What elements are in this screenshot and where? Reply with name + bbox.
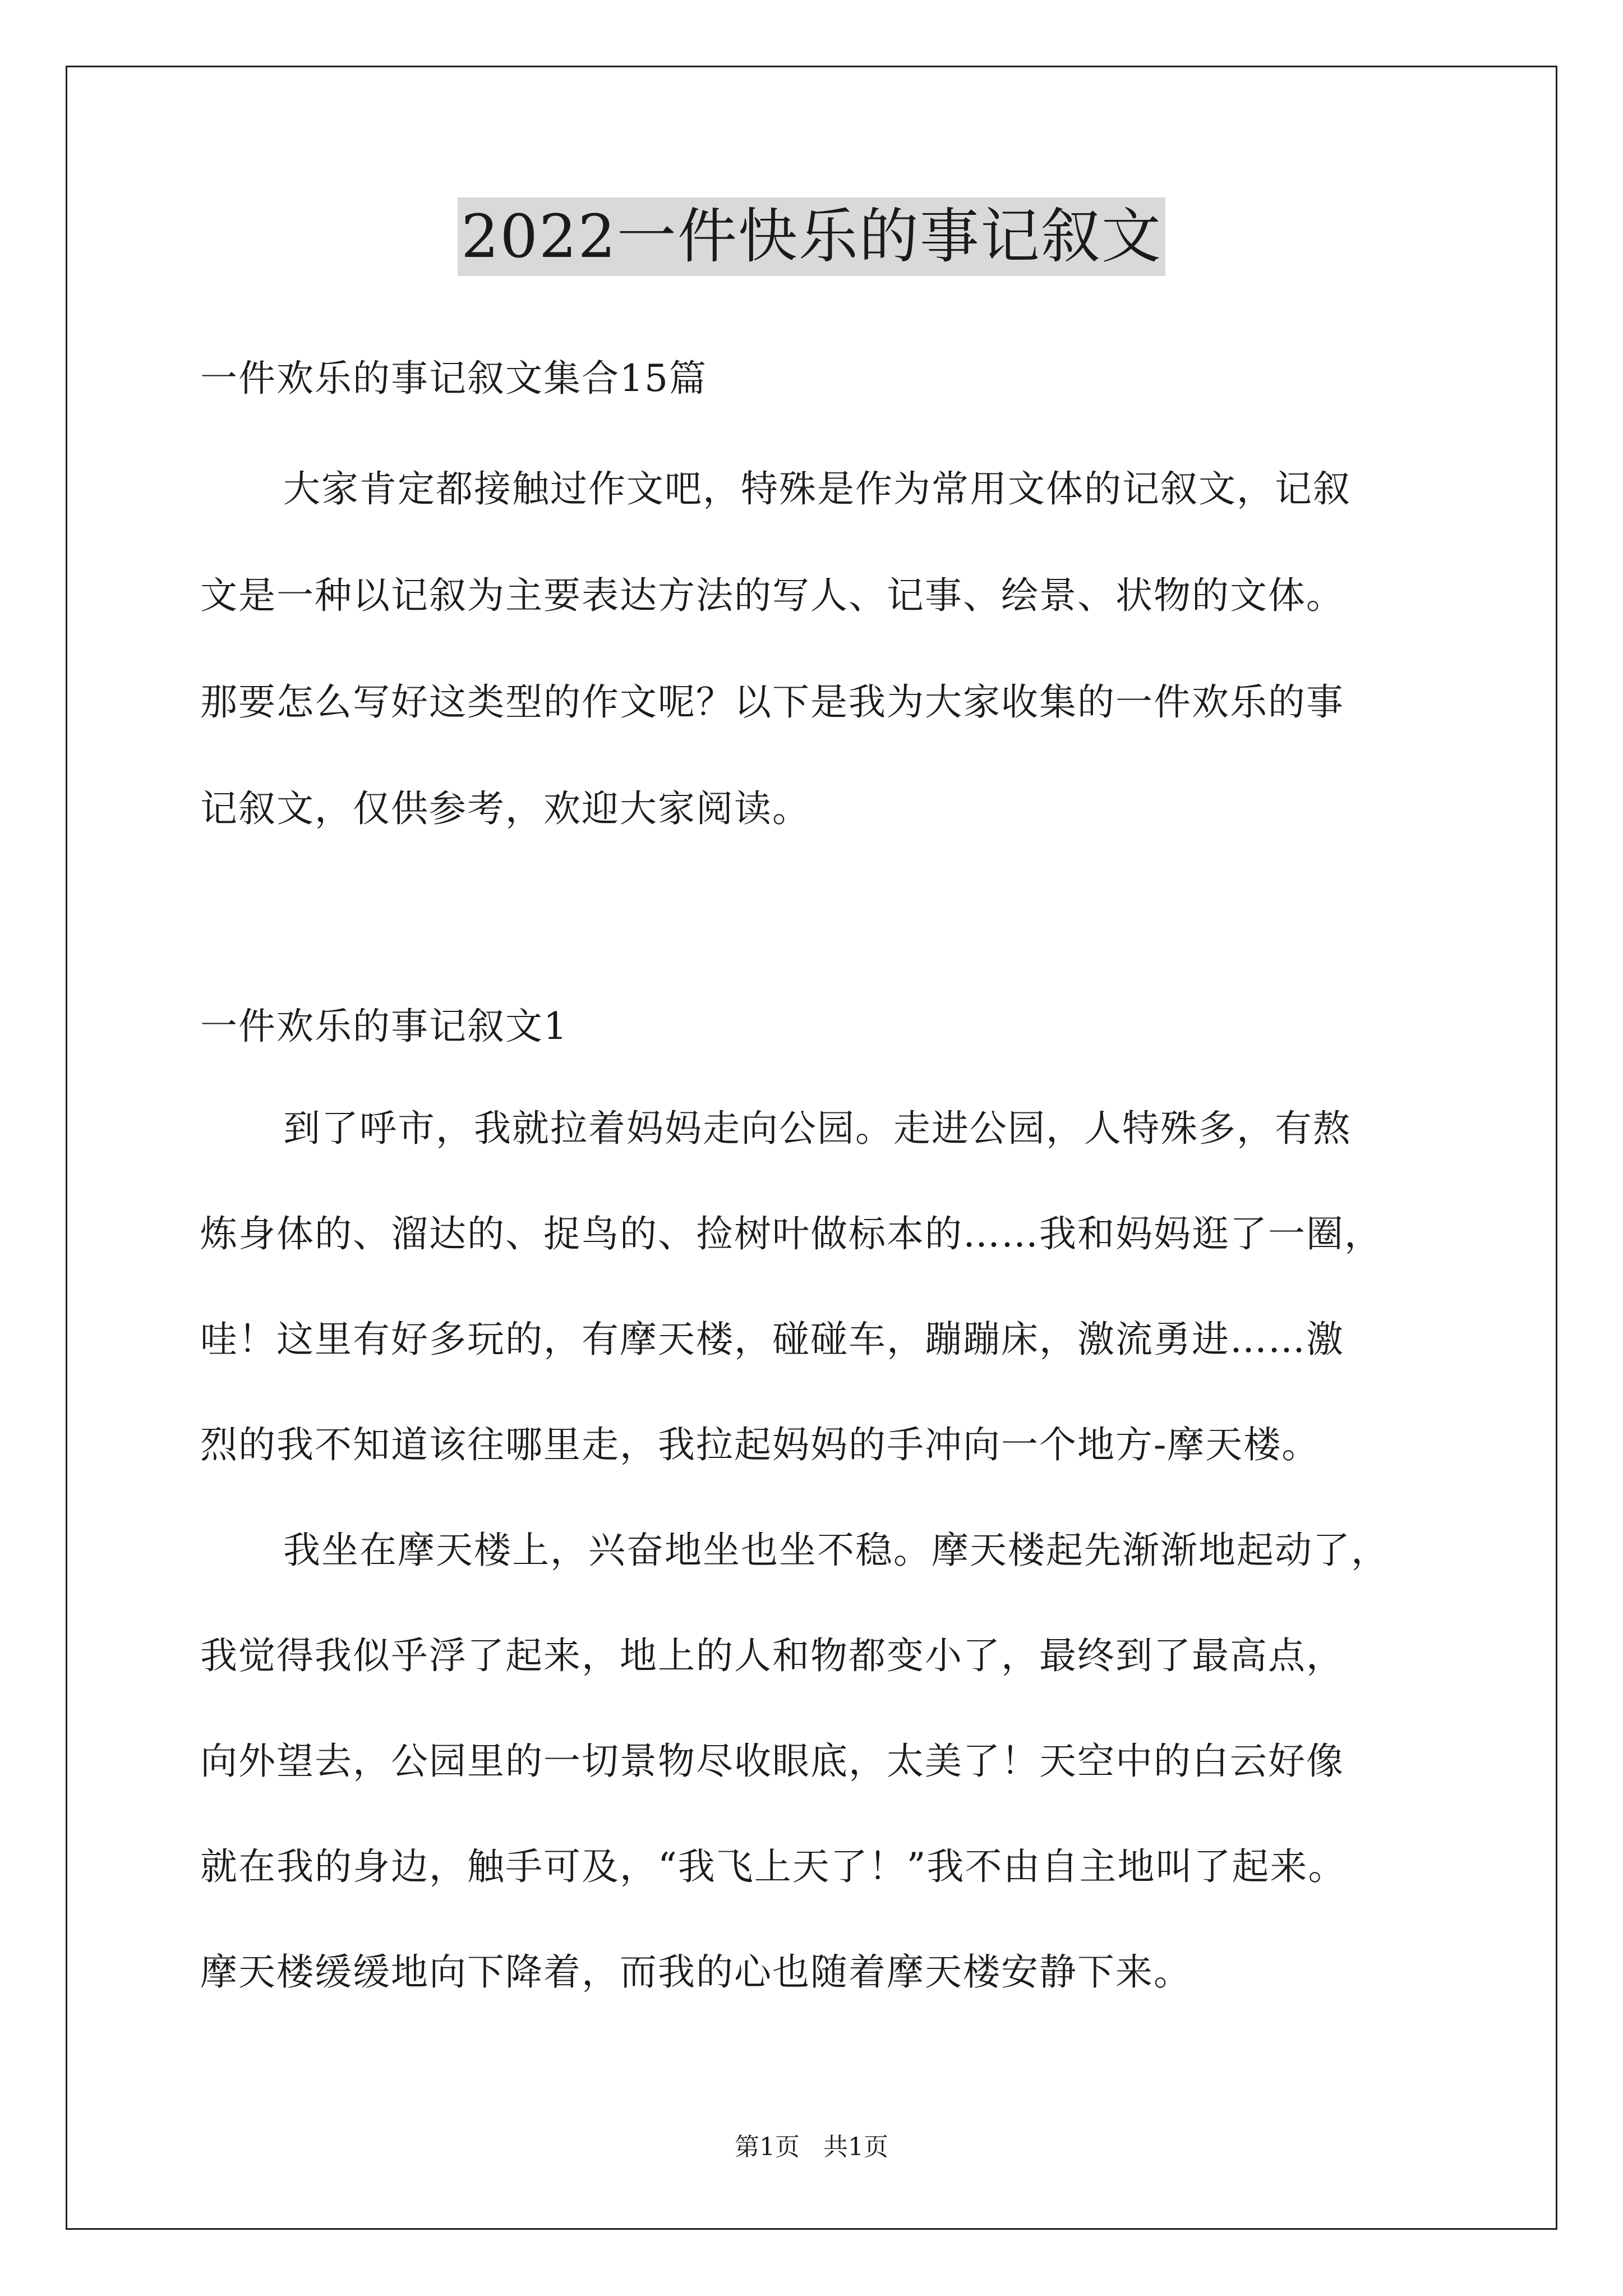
paragraph-line: 向外望去，公园里的一切景物尽收眼底，太美了！天空中的白云好像	[200, 1740, 1344, 1783]
section-heading: 一件欢乐的事记叙文1	[200, 1005, 568, 1048]
page-number-current: 第1页	[735, 2133, 800, 2161]
page-number-total: 共1页	[823, 2133, 888, 2161]
paragraph-line: 就在我的身边，触手可及，“我飞上天了！”我不由自主地叫了起来。	[200, 1845, 1347, 1888]
subtitle: 一件欢乐的事记叙文集合15篇	[200, 357, 707, 400]
paragraph-line: 哇！这里有好多玩的，有摩天楼，碰碰车，蹦蹦床，激流勇进……激	[200, 1318, 1344, 1361]
intro-line: 那要怎么写好这类型的作文呢？以下是我为大家收集的一件欢乐的事	[200, 680, 1344, 724]
page-footer	[0, 2132, 1623, 2163]
intro-line: 文是一种以记叙为主要表达方法的写人、记事、绘景、状物的文体。	[200, 574, 1344, 617]
paragraph-line: 到了呼市，我就拉着妈妈走向公园。走进公园，人特殊多，有熬	[283, 1107, 1351, 1150]
intro-line: 大家肯定都接触过作文吧，特殊是作为常用文体的记叙文，记叙	[283, 467, 1351, 510]
paragraph-line: 我觉得我似乎浮了起来，地上的人和物都变小了，最终到了最高点，	[200, 1634, 1344, 1677]
paragraph-line: 摩天楼缓缓地向下降着，而我的心也随着摩天楼安静下来。	[200, 1950, 1192, 1994]
paragraph-line: 炼身体的、溜达的、捉鸟的、捡树叶做标本的……我和妈妈逛了一圈，	[200, 1212, 1382, 1255]
paragraph-line: 我坐在摩天楼上，兴奋地坐也坐不稳。摩天楼起先渐渐地起动了，	[283, 1529, 1389, 1572]
paragraph-line: 烈的我不知道该往哪里走，我拉起妈妈的手冲向一个地方-摩天楼。	[200, 1423, 1320, 1466]
title-container	[0, 197, 1623, 276]
document-title: 2022一件快乐的事记叙文	[458, 197, 1165, 276]
intro-line: 记叙文，仅供参考，欢迎大家阅读。	[200, 787, 810, 830]
